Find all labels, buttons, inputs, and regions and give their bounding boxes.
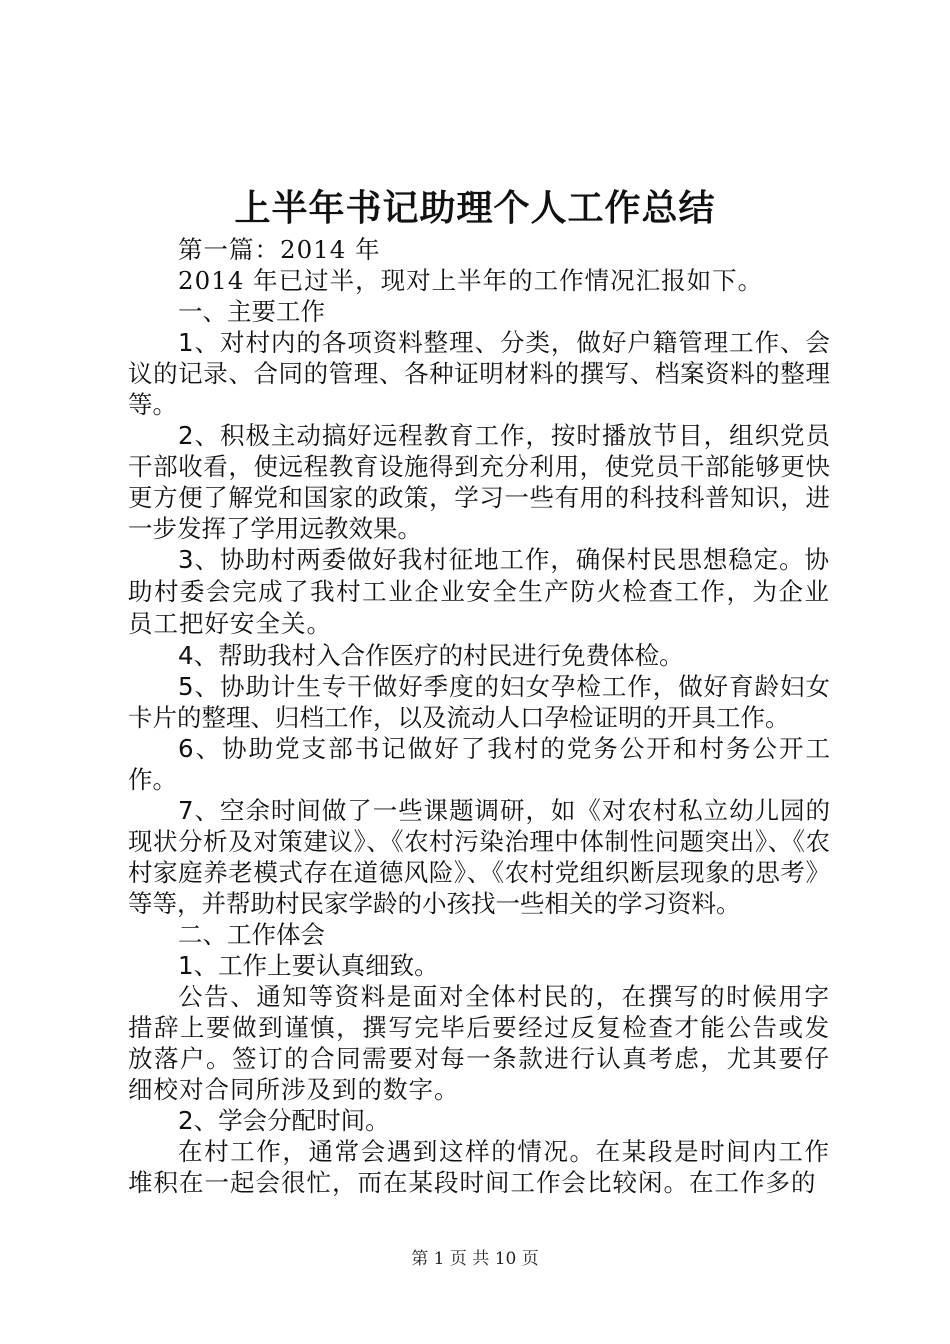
- subheading-careful-work: 1、工作上要认真细致。: [178, 951, 439, 980]
- item-3-continuation: 协助村委会完成了我村工业企业安全生产防火检查工作，为企业员工把好安全关。: [128, 545, 830, 638]
- document-title: 上半年书记助理个人工作总结: [234, 187, 716, 229]
- document-body: [128, 234, 830, 1198]
- item-3-sentence: 3、协助村两委做好我村征地工作，确保村民思想稳定。: [178, 545, 805, 574]
- heading-main-work: 一、主要工作: [178, 297, 325, 326]
- paragraph-time-allocation: 在村工作，通常会遇到这样的情况。在某段是时间内工作堆积在一起会很忙，而在某段时间工作会比较闲。在工作多的: [128, 1137, 830, 1197]
- paragraph-item-7: 7、空余时间做了一些课题调研，如《对农村私立幼儿园的现状分析及对策建议》、《农村污染治理中体制性问题突出》、《农村家庭养老模式存在道德风险》、《农村党组织断层现象的思考》等等，并帮助村民家学龄的小孩找一些相关的学习资料。: [128, 796, 830, 918]
- paragraph-careful-work: 公告、通知等资料是面对全体村民的，在撰写的时候用字措辞上要做到谨慎，撰写完毕后要经过反复检查才能公告或发放落户。签订的合同需要对每一条款进行认真考虑，尤其要仔细校对合同所涉及到的数字。: [128, 982, 830, 1104]
- paragraph-intro: 2014 年已过半，现对上半年的工作情况汇报如下。: [178, 266, 764, 295]
- page-indicator: 第 1 页 共 10 页: [411, 1249, 539, 1269]
- heading-work-experience: 二、工作体会: [178, 920, 325, 949]
- paragraph-item-4: 4、帮助我村入合作医疗的村民进行免费体检。: [178, 641, 684, 670]
- subheading-time-allocation: 2、学会分配时间。: [178, 1106, 390, 1135]
- paragraph-item-6: 6、协助党支部书记做好了我村的党务公开和村务公开工作。: [128, 734, 830, 794]
- paragraph-item-1: 1、对村内的各项资料整理、分类，做好户籍管理工作、会议的记录、合同的管理、各种证明材料的撰写、档案资料的整理等。: [128, 328, 830, 419]
- paragraph-item-3: [128, 544, 830, 640]
- paragraph-item-5: 5、协助计生专干做好季度的妇女孕检工作，做好育龄妇女卡片的整理、归档工作，以及流动人口孕检证明的开具工作。: [128, 672, 830, 732]
- paragraph-item-2: 2、积极主动搞好远程教育工作，按时播放节目，组织党员干部收看，使远程教育设施得到充分利用，使党员干部能够更快更方便了解党和国家的政策，学习一些有用的科技科普知识，进一步发挥了学用远教效果。: [128, 421, 830, 543]
- paragraph-series-heading: 第一篇：2014 年: [178, 235, 381, 264]
